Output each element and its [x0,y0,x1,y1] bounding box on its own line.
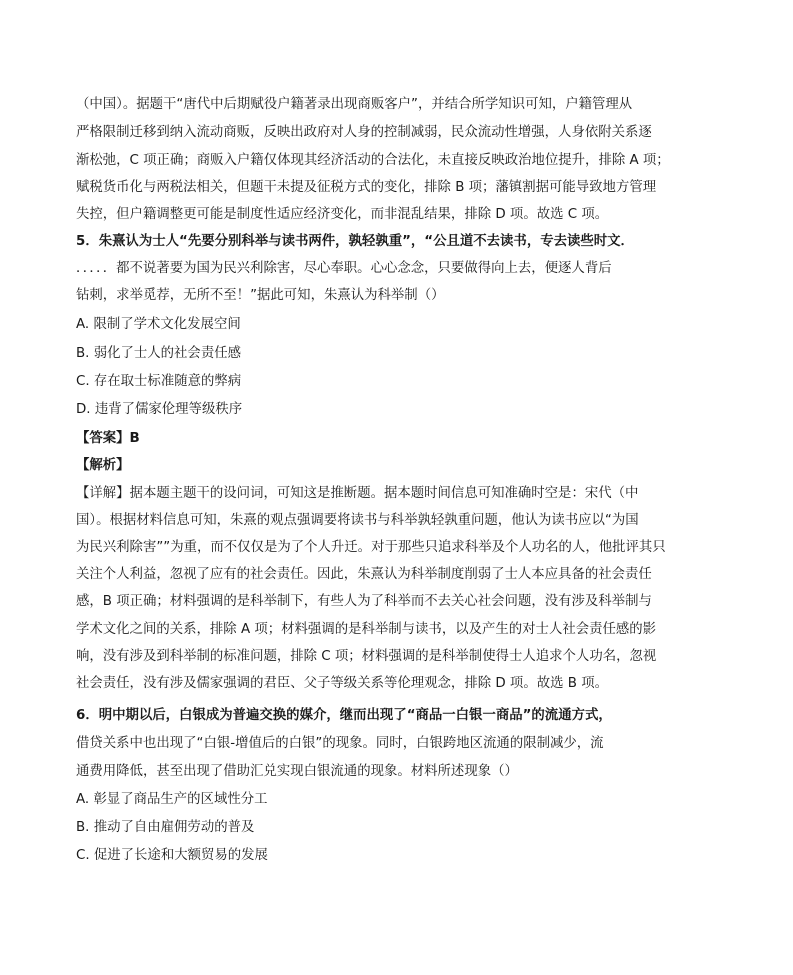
detail-line: 社会责任，没有涉及儒家强调的君臣、父子等级关系等伦理观念，排除 D 项。故选 B 项。 [76,676,608,691]
analysis-label: 【解析】 [76,458,130,473]
detail-line: 国）。根据材料信息可知，朱熹的观点强调要将读书与科举孰轻孰重问题，他认为读书应以“为国 [76,513,639,528]
question-6-stem: 借贷关系中也出现了“白银-增值后的白银”的现象。同时，白银跨地区流通的限制减少，流 [76,736,604,751]
question-6-stem: 6．明中期以后，白银成为普遍交换的媒介，继而出现了“商品一白银一商品”的流通方式， [76,708,612,723]
prev-explanation-line: 严格限制迁移到纳入流动商贩，反映出政府对人身的控制减弱，民众流动性增强，人身依附关系逐 [76,125,652,140]
prev-explanation-line: 赋税货币化与两税法相关，但题干未提及征税方式的变化，排除 B 项；藩镇割据可能导致地方管理 [76,180,657,195]
question-5-stem: 5．朱熹认为士人“先要分别科举与读书两件，孰轻孰重”，“公且道不去读书，专去读些时文． [76,234,634,249]
question-6-option-b: B. 推动了自由雇佣劳动的普及 [76,820,255,835]
answer-label: 【答案】B [76,431,140,446]
detail-line: 感，B 项正确；材料强调的是科举制下，有些人为了科举而不去关心社会问题，没有涉及科举制与 [76,594,652,609]
detail-line: 响，没有涉及到科举制的标准问题，排除 C 项；材料强调的是科举制使得士人追求个人功名，忽视 [76,649,657,664]
question-5-option-c: C. 存在取士标准随意的弊病 [76,374,242,389]
detail-line: 学术文化之间的关系，排除 A 项；材料强调的是科举制与读书，以及产生的对士人社会责任感的影 [76,622,657,637]
detail-line: 【详解】据本题主题干的设问词，可知这是推断题。据本题时间信息可知准确时空是：宋代（中 [76,486,639,501]
detail-line: 为民兴利除害””为重，而不仅仅是为了个人升迁。对于那些只追求科举及个人功名的人，他批评其只 [76,540,666,555]
question-6-option-a: A. 彰显了商品生产的区域性分工 [76,792,268,807]
question-5-stem: 钻刺，求举觅荐，无所不至！”据此可知，朱熹认为科举制（） [76,288,445,303]
prev-explanation-line: 渐松弛，C 项正确；商贩入户籍仅体现其经济活动的合法化，未直接反映政治地位提升，排除 A 项； [76,153,670,168]
question-6-stem: 通费用降低，甚至出现了借助汇兑实现白银流通的现象。材料所述现象（） [76,764,518,779]
detail-line: 关注个人利益，忽视了应有的社会责任。因此，朱熹认为科举制度削弱了士人本应具备的社会责任 [76,567,652,582]
prev-explanation-line: （中国）。据题干“唐代中后期赋役户籍著录出现商贩客户”，并结合所学知识可知，户籍管理从 [76,97,633,112]
prev-explanation-line: 失控，但户籍调整更可能是制度性适应经济变化，而非混乱结果，排除 D 项。故选 C 项。 [76,207,609,222]
question-5-option-a: A. 限制了学术文化发展空间 [76,317,241,332]
question-5-option-b: B. 弱化了士人的社会责任感 [76,346,241,361]
question-6-option-c: C. 促进了长途和大额贸易的发展 [76,848,268,863]
question-5-option-d: D. 违背了儒家伦理等级秩序 [76,402,243,417]
question-5-stem: ．．．．．都不说著要为国为民兴利除害，尽心奉职。心心念念，只要做得向上去，便逐人背后 [76,261,612,276]
